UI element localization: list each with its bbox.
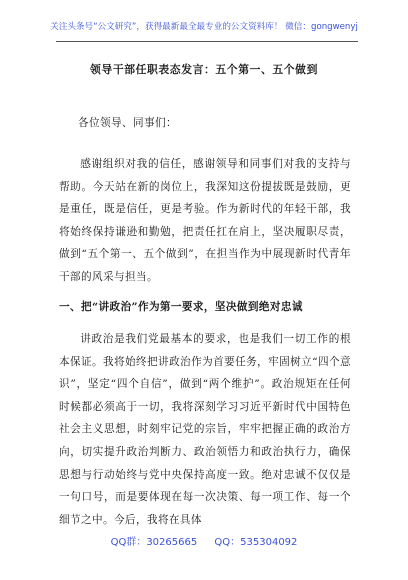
header-divider: [56, 41, 358, 42]
paragraph-2: 讲政治是我们党最基本的要求，也是我们一切工作的根本保证。我将始终把讲政治作为首要任务，牢固树立“四个意识”，坚定“四个自信”，做到“两个维护”。政治规矩在任何时候都必须高于一切，我将深刻学习习近平新时代中国特色社会主义思想，时刻牢记党的宗旨，牢牢把握正确的政治方向，切实提升政治判断力、政治领悟力和政治执行力，确保思想与行动始终与党中央保持高度一致。绝对忠诚不仅仅是一句口号，而是要体现在每一次决策、每一项工作、每一个细节之中。今后，我将在具体: [59, 333, 351, 526]
header-banner: 关注头条号“公文研究”，获得最新最全最专业的公文资料库！ 微信：gongwenyj: [50, 22, 358, 32]
footer-qq-group: QQ群：30265665: [110, 537, 198, 548]
section-heading-1: 一、把“讲政治”作为第一要求，坚决做到绝对忠诚: [59, 301, 303, 313]
paragraph-1: 感谢组织对我的信任，感谢领导和同事们对我的支持与帮助。今天站在新的岗位上，我深知这份提拔既是鼓励，更是重任，既是信任，更是考验。作为新时代的年轻干部，我将始终保持谦逊和勤勉，把责任扛在肩上，坚决履职尽责，做到“五个第一、五个做到”，在担当作为中展现新时代青年干部的风采与担当。: [59, 158, 351, 283]
footer-qq-number: QQ：535304092: [214, 537, 298, 548]
document-title: 领导干部任职表态发言：五个第一、五个做到: [90, 63, 318, 76]
footer-contact: [0, 533, 408, 548]
greeting: 各位领导、同事们：: [78, 117, 177, 129]
